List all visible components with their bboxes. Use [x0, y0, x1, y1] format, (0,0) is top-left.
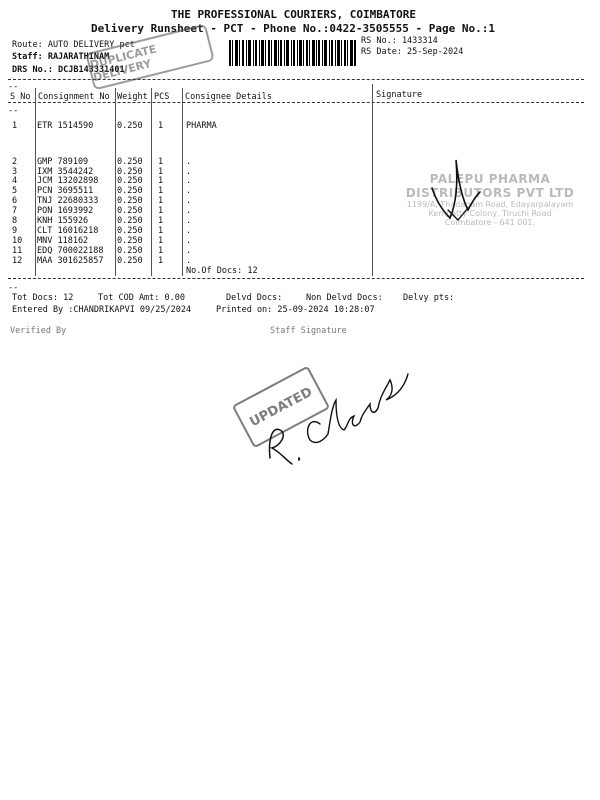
row-pcs: 1	[158, 216, 164, 226]
col-header-signature: Signature	[376, 90, 423, 100]
duplicate-stamp: DUPLICATE DELIVERY	[85, 24, 215, 91]
verified-by-label: Verified By	[10, 326, 67, 336]
col-divider	[35, 88, 36, 276]
barcode	[229, 40, 356, 66]
row-consignment: TNJ 22680333	[37, 196, 99, 206]
col-header-consignment: Consignment No	[38, 92, 110, 102]
runsheet-subtitle: Delivery Runsheet - PCT - Phone No.:0422-3505555 - Page No.:1	[91, 22, 495, 35]
no-of-docs: No.Of Docs: 12	[186, 266, 258, 276]
row-weight: 0.250	[117, 186, 143, 196]
row-pcs: 1	[158, 256, 164, 266]
col-divider	[151, 88, 152, 276]
row-consignment: KNH 155926	[37, 216, 89, 226]
row-sno: 12	[12, 256, 23, 266]
row-sno: 5	[12, 186, 18, 196]
row-sno: 6	[12, 196, 18, 206]
col-header-pcs: PCS	[154, 92, 170, 102]
col-header-weight: Weight	[117, 92, 148, 102]
delivered-docs: Delvd Docs:	[226, 293, 283, 303]
row-consignment: PON 1693992	[37, 206, 94, 216]
row-pcs: 1	[158, 206, 164, 216]
row-consignment: MNV 118162	[37, 236, 89, 246]
row-consignee: .	[186, 186, 192, 196]
row-weight: 0.250	[117, 226, 143, 236]
col-divider	[372, 84, 373, 276]
stamp-line: DISTRIBUTORS PVT LTD	[405, 186, 575, 200]
row-consignee: .	[186, 256, 192, 266]
dash-marker: --	[8, 82, 19, 92]
row-pcs: 1	[158, 246, 164, 256]
total-cod-amount: Tot COD Amt: 0.00	[98, 293, 185, 303]
dash-marker: --	[8, 283, 19, 293]
row-pcs: 1	[158, 236, 164, 246]
row-weight: 0.250	[117, 121, 143, 131]
stamp-line: PALEPU PHARMA	[429, 172, 551, 186]
row-pcs: 1	[158, 186, 164, 196]
row-consignee: .	[186, 176, 192, 186]
row-consignee: .	[186, 167, 192, 177]
row-consignment: GMP 789109	[37, 157, 89, 167]
row-consignment: JCM 13202898	[37, 176, 99, 186]
header-rule-top	[8, 79, 584, 80]
row-consignment: MAA 301625857	[37, 256, 104, 266]
row-consignment: EDQ 700022188	[37, 246, 104, 256]
entered-by: Entered By :CHANDRIKAPVI 09/25/2024	[12, 305, 192, 315]
row-weight: 0.250	[117, 236, 143, 246]
row-sno: 10	[12, 236, 23, 246]
row-weight: 0.250	[117, 216, 143, 226]
row-weight: 0.250	[117, 167, 143, 177]
col-divider	[182, 88, 183, 276]
row-consignee: .	[186, 216, 192, 226]
row-sno: 1	[12, 121, 18, 131]
row-consignee: .	[186, 236, 192, 246]
row-consignment: IXM 3544242	[37, 167, 94, 177]
company-title: THE PROFESSIONAL COURIERS, COIMBATORE	[171, 8, 417, 21]
updated-stamp: UPDATED	[232, 366, 330, 449]
row-weight: 0.250	[117, 157, 143, 167]
company-stamp	[398, 172, 582, 254]
stamp-line: 1199/A, Thadagam Road, Edayarpalayam	[406, 200, 574, 209]
row-pcs: 1	[158, 196, 164, 206]
row-consignee: .	[186, 246, 192, 256]
row-pcs: 1	[158, 121, 164, 131]
row-sno: 4	[12, 176, 18, 186]
row-pcs: 1	[158, 226, 164, 236]
row-pcs: 1	[158, 176, 164, 186]
printed-on: Printed on: 25-09-2024 10:28:07	[216, 305, 375, 315]
row-consignment: PCN 3695511	[37, 186, 94, 196]
route-label: Route: AUTO DELIVERY pct	[12, 40, 135, 50]
col-header-consignee: Consignee Details	[185, 92, 272, 102]
row-consignee: .	[186, 196, 192, 206]
row-weight: 0.250	[117, 246, 143, 256]
non-delivered-docs: Non Delvd Docs:	[306, 293, 383, 303]
drs-number: DRS No.: DCJB143331401	[12, 65, 125, 75]
row-consignment: ETR 1514590	[37, 121, 94, 131]
rs-date: RS Date: 25-Sep-2024	[361, 47, 464, 57]
row-weight: 0.250	[117, 206, 143, 216]
footer-rule-top	[8, 278, 584, 279]
total-docs: Tot Docs: 12	[12, 293, 74, 303]
row-weight: 0.250	[117, 256, 143, 266]
row-sno: 3	[12, 167, 18, 177]
rs-number: RS No.: 1433314	[361, 36, 438, 46]
header-rule-bottom	[8, 102, 584, 103]
handwritten-signature	[258, 360, 418, 470]
row-sno: 2	[12, 157, 18, 167]
row-consignee: .	[186, 157, 192, 167]
delivery-points: Delvy pts:	[403, 293, 455, 303]
row-consignee: .	[186, 206, 192, 216]
col-header-sno: S No	[10, 92, 31, 102]
row-consignee: .	[186, 226, 192, 236]
row-pcs: 1	[158, 167, 164, 177]
signature-checkmark	[428, 148, 484, 228]
row-pcs: 1	[158, 157, 164, 167]
dash-marker: --	[8, 106, 19, 116]
row-sno: 9	[12, 226, 18, 236]
row-weight: 0.250	[117, 196, 143, 206]
row-consignment: CLT 16016218	[37, 226, 99, 236]
row-sno: 8	[12, 216, 18, 226]
row-sno: 7	[12, 206, 18, 216]
staff-signature-label: Staff Signature	[270, 326, 347, 336]
stamp-line: Coimbatore - 641 001.	[444, 218, 536, 227]
row-sno: 11	[12, 246, 23, 256]
stamp-line: Kempatty Colony, Tiruchi Road	[428, 209, 552, 218]
col-divider	[115, 88, 116, 276]
staff-label: Staff: RAJARATHINAM	[12, 52, 110, 62]
row-consignee: PHARMA	[186, 121, 217, 131]
row-weight: 0.250	[117, 176, 143, 186]
